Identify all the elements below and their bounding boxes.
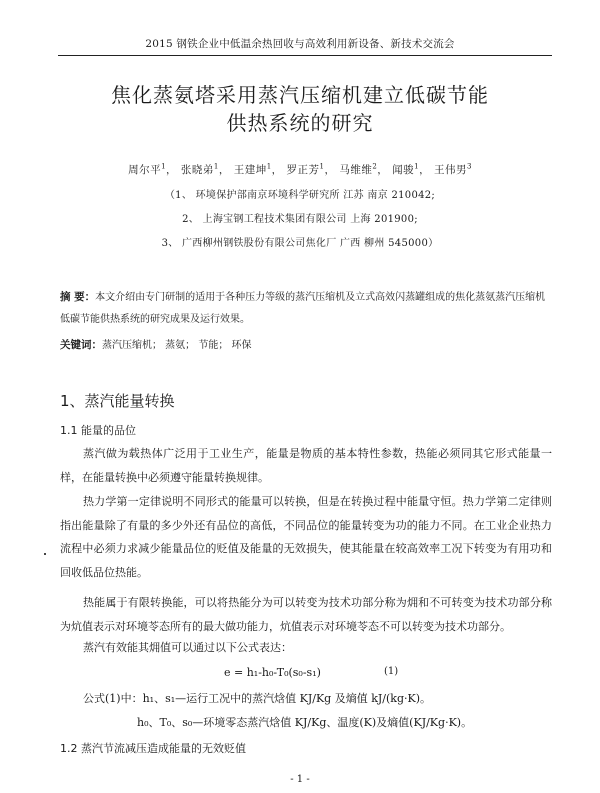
header-rule bbox=[58, 55, 552, 56]
author-name: 闻骏 bbox=[392, 164, 415, 176]
body-paragraph: 热力学第一定律说明不同形式的能量可以转换，但是在转换过程中能量守恒。热力学第二定律则指出能量除了有量的多少外还有品位的高低，不同品位的能量转变为功的能力不同。在工业企业热力流程中必须力求减少能量品位的贬值及能量的无效损失，使其能量在较高效率工况下转变为有用功和回收低品位热能。 bbox=[60, 495, 552, 579]
author-affiliation-mark: 1 bbox=[319, 162, 325, 171]
affiliation-3: 3、 广西柳州钢铁股份有限公司焦化厂 广西 柳州 545000） bbox=[161, 238, 439, 249]
abstract-text: 本文介绍由专门研制的适用于各种压力等级的蒸汽压缩机及立式高效闪蒸罐组成的焦化蒸氨蒸汽压缩机低碳节能供热系统的研究成果及运行效果。 bbox=[60, 292, 546, 325]
author-affiliation-mark: 1 bbox=[161, 162, 167, 171]
author-affiliation-mark: 2 bbox=[372, 162, 378, 171]
author-list: 周尔平$^1$， 张晓弟$^1$， 王建坤$^1$， 罗正芳$^1$， 马维维$^2$， 闻骏$^1$， 王伟男$^3$ bbox=[128, 162, 472, 176]
author-name: 马维维 bbox=[339, 164, 373, 176]
subsection-heading-1-1: 1.1 能量的品位 bbox=[60, 424, 136, 437]
formula-number: (1) bbox=[384, 666, 399, 677]
subsection-heading-1-2: 1.2 蒸汽节流减压造成能量的无效贬值 bbox=[60, 742, 246, 755]
running-head: 2015 钢铁企业中低温余热回收与高效利用新设备、新技术交流会 bbox=[145, 38, 455, 50]
author-name: 罗正芳 bbox=[286, 164, 320, 176]
body-paragraph: 蒸汽有效能其㶲值可以通过以下公式表达： bbox=[83, 641, 292, 654]
author-affiliation-mark: 1 bbox=[414, 162, 420, 171]
author-name: 王伟男 bbox=[433, 164, 467, 176]
formula-legend-2: h₀、T₀、s₀—环境零态蒸汽焓值 KJ/Kg、温度(K)及熵值(KJ/Kg·K)。 bbox=[137, 716, 473, 729]
paper-title-line-2: 供热系统的研究 bbox=[226, 111, 374, 135]
scan-speck bbox=[44, 553, 46, 555]
author-affiliation-mark: 1 bbox=[213, 162, 219, 171]
paper-title-line-1: 焦化蒸氨塔采用蒸汽压缩机建立低碳节能 bbox=[111, 83, 489, 107]
author-name: 王建坤 bbox=[233, 164, 267, 176]
page-number: - 1 - bbox=[290, 774, 310, 785]
section-heading-1: 1、蒸汽能量转换 bbox=[60, 392, 175, 410]
author-name: 周尔平 bbox=[128, 164, 162, 176]
abstract-label: 摘 要： bbox=[60, 291, 96, 303]
formula-legend-1: 公式(1)中：h₁、s₁—运行工况中的蒸汽焓值 KJ/Kg 及熵值 kJ/(kg·K)。 bbox=[83, 692, 431, 705]
author-affiliation-mark: 3 bbox=[466, 162, 472, 171]
keywords bbox=[60, 336, 550, 352]
body-paragraph: 蒸汽做为载热体广泛用于工业生产，能量是物质的基本特性参数，热能必须同其它形式能量一样，在能量转换中必须遵守能量转换规律。 bbox=[60, 447, 552, 484]
author-name: 张晓弟 bbox=[180, 164, 214, 176]
affiliation-1: （1、 环境保护部南京环境科学研究所 江苏 南京 210042; bbox=[164, 190, 436, 201]
body-paragraph: 热能属于有限转换能，可以将热能分为可以转变为技术功部分称为㶲和不可转变为技术功部分称为炕值表示对环境苓态所有的最大做功能力，炕值表示对环境苓态不可以转变为技术功部分。 bbox=[60, 596, 552, 633]
keywords-text: 蒸汽压缩机； 蒸氨； 节能； 环保 bbox=[102, 340, 252, 351]
keywords-label: 关键词： bbox=[60, 339, 102, 351]
formula-exergy: e = h₁-h₀-T₀(s₀-s₁) bbox=[224, 666, 321, 679]
affiliation-2: 2、 上海宝钢工程技术集团有限公司 上海 201900; bbox=[182, 214, 418, 225]
author-affiliation-mark: 1 bbox=[266, 162, 272, 171]
abstract bbox=[60, 286, 550, 331]
